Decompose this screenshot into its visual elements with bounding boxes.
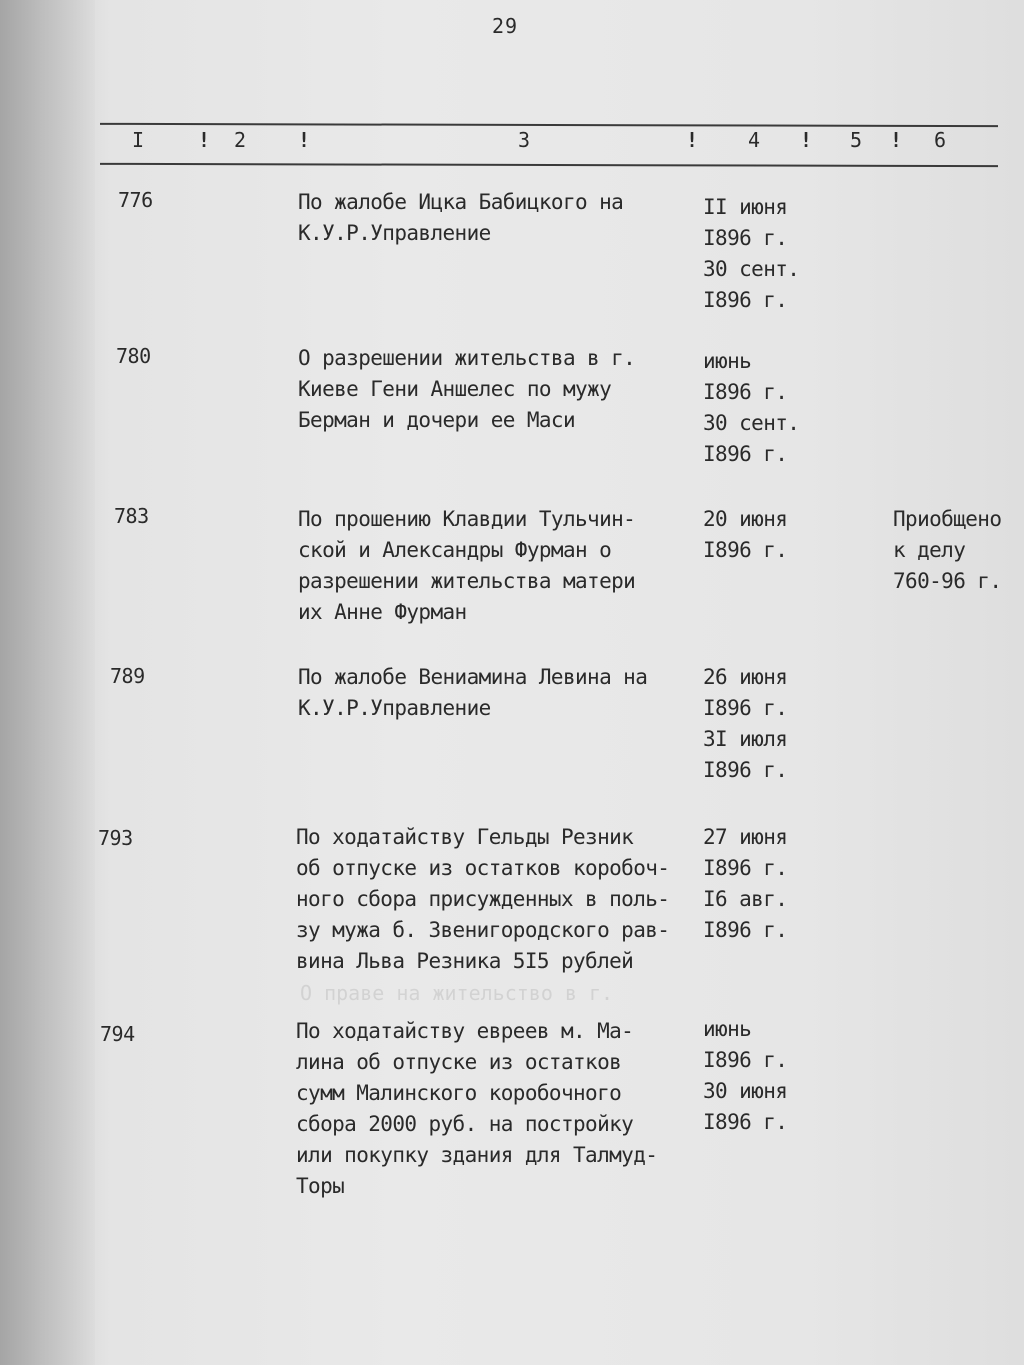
entry-description: [298, 504, 708, 628]
entry-dates: [703, 192, 813, 316]
header-col-1: I: [132, 128, 145, 152]
date-line: 30 сент.: [703, 411, 800, 435]
desc-line: вина Льва Резника 5I5 рублей: [296, 949, 634, 973]
entry-description: [296, 822, 706, 977]
desc-line: сумм Малинского коробочного: [296, 1081, 622, 1105]
desc-line: об отпуске из остатков коробоч-: [296, 856, 670, 880]
date-line: I896 г.: [703, 288, 788, 312]
note-line: к делу: [893, 538, 966, 562]
entry-dates: [703, 504, 813, 566]
header-separator: !: [686, 128, 699, 152]
desc-line: По ходатайству Гельды Резник: [296, 825, 634, 849]
page-edge-shadow: [0, 0, 95, 1365]
desc-line: зу мужа б. Звенигородского рав-: [296, 918, 670, 942]
date-line: 30 сент.: [703, 257, 800, 281]
header-separator: !: [298, 128, 311, 152]
date-line: I896 г.: [703, 856, 788, 880]
desc-line: лина об отпуске из остатков: [296, 1050, 622, 1074]
entry-number: 789: [110, 664, 145, 688]
entry-number: 776: [118, 188, 153, 212]
date-line: I896 г.: [703, 442, 788, 466]
date-line: 30 июня: [703, 1079, 788, 1103]
header-top-rule: [100, 123, 998, 127]
date-line: I896 г.: [703, 696, 788, 720]
entry-number: 794: [100, 1022, 135, 1046]
header-bottom-rule: [100, 163, 998, 167]
desc-line: разрешении жительства матери: [298, 569, 636, 593]
header-col-6: 6: [934, 128, 947, 152]
desc-line: ного сбора присужденных в поль-: [296, 887, 670, 911]
header-separator: !: [890, 128, 903, 152]
entry-dates: [703, 1014, 813, 1138]
desc-line: К.У.Р.Управление: [298, 696, 491, 720]
date-line: 27 июня: [703, 825, 788, 849]
header-col-5: 5: [850, 128, 863, 152]
entry-dates: [703, 662, 813, 786]
header-col-4: 4: [748, 128, 761, 152]
entry-description: [298, 187, 708, 249]
desc-line: По жалобе Ицка Бабицкого на: [298, 190, 624, 214]
desc-line: их Анне Фурман: [298, 600, 467, 624]
note-line: 760-96 г.: [893, 569, 1002, 593]
desc-line: Торы: [296, 1174, 345, 1198]
note-line: Приобщено: [893, 507, 1002, 531]
desc-line: Берман и дочери ее Маси: [298, 408, 575, 432]
desc-line: К.У.Р.Управление: [298, 221, 491, 245]
desc-line: ской и Александры Фурман о: [298, 538, 612, 562]
date-line: I896 г.: [703, 1048, 788, 1072]
page-number: 29: [491, 14, 519, 38]
date-line: I896 г.: [703, 226, 788, 250]
date-line: июнь: [703, 1017, 752, 1041]
desc-line: О разрешении жительства в г.: [298, 346, 636, 370]
entry-description: [298, 662, 708, 724]
entry-number: 783: [114, 504, 149, 528]
desc-line: По жалобе Вениамина Левина на: [298, 665, 648, 689]
date-line: I6 авг.: [703, 887, 788, 911]
desc-line: По ходатайству евреев м. Ма-: [296, 1019, 634, 1043]
entry-dates: [703, 346, 813, 470]
date-line: I896 г.: [703, 918, 788, 942]
desc-line: или покупку здания для Талмуд-: [296, 1143, 658, 1167]
date-line: 3I июля: [703, 727, 788, 751]
date-line: 26 июня: [703, 665, 788, 689]
header-separator: !: [800, 128, 813, 152]
date-line: I896 г.: [703, 758, 788, 782]
desc-line: По прошению Клавдии Тульчин-: [298, 507, 636, 531]
bleed-through-text: О праве на жительство в г.: [300, 981, 614, 1005]
date-line: II июня: [703, 195, 788, 219]
entry-note: [893, 504, 1013, 597]
entry-description: [298, 343, 708, 436]
desc-line: сбора 2000 руб. на постройку: [296, 1112, 634, 1136]
header-col-2: 2: [234, 128, 247, 152]
date-line: 20 июня: [703, 507, 788, 531]
entry-dates: [703, 822, 813, 946]
entry-number: 780: [116, 344, 151, 368]
desc-line: Киеве Гени Аншелес по мужу: [298, 377, 612, 401]
entry-number: 793: [98, 826, 133, 850]
date-line: I896 г.: [703, 380, 788, 404]
header-col-3: 3: [518, 128, 531, 152]
date-line: июнь: [703, 349, 752, 373]
header-separator: !: [198, 128, 211, 152]
date-line: I896 г.: [703, 538, 788, 562]
entry-description: [296, 1016, 706, 1202]
date-line: I896 г.: [703, 1110, 788, 1134]
